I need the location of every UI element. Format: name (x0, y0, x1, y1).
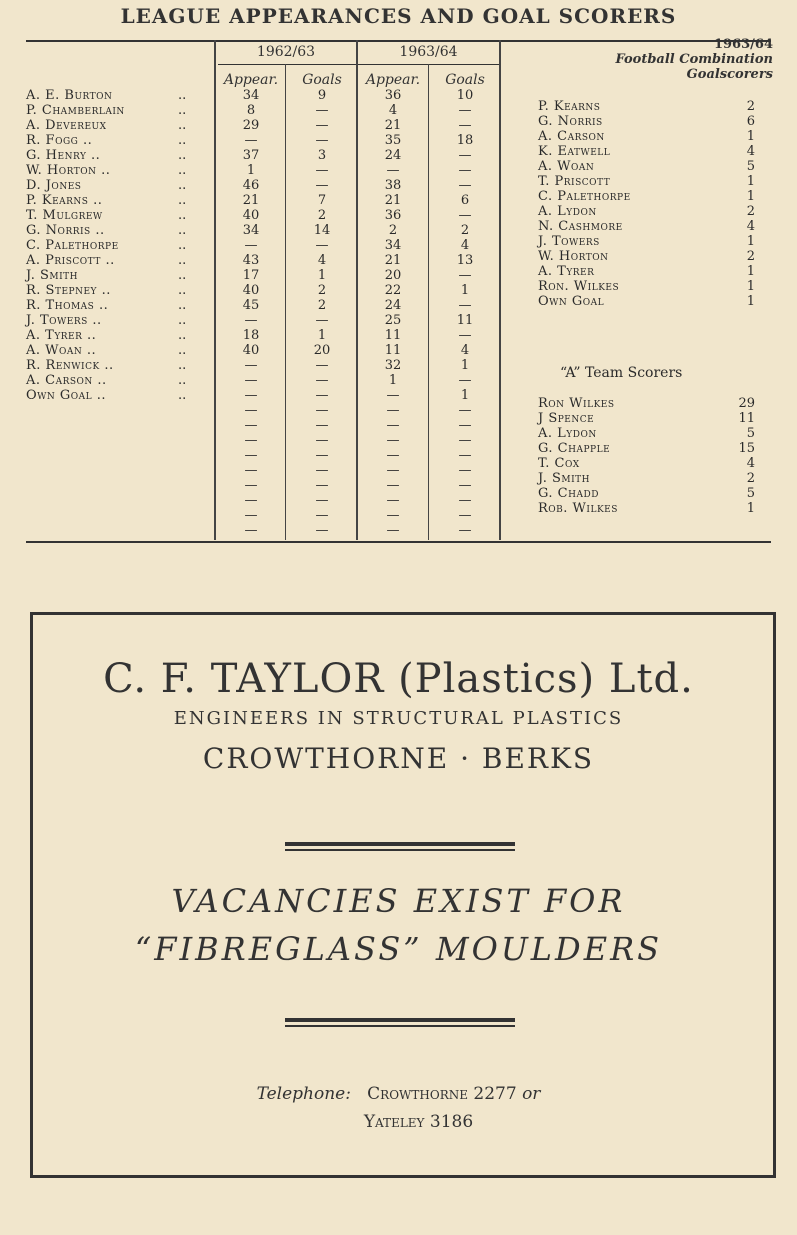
scorer-name: A. Lydon (538, 426, 597, 441)
leader-dots: .. (178, 388, 187, 403)
goals-6364: 4 (460, 343, 470, 358)
scorer-goals: 5 (746, 159, 755, 174)
season-header: 1962/63 (256, 44, 316, 60)
table-bottom-rule (26, 541, 771, 543)
advert-telephone-2 (0, 1112, 797, 1132)
goals-6364: — (458, 163, 472, 178)
appearances-6364: 38 (384, 178, 402, 193)
leader-dots: .. (178, 328, 187, 343)
player-name: R. Renwick .. (26, 358, 114, 373)
scorer-name: G. Chadd (538, 486, 599, 501)
leader-dots: .. (178, 358, 187, 373)
page-title: LEAGUE APPEARANCES AND GOAL SCORERS (120, 4, 677, 28)
combination-header (560, 37, 773, 82)
appearances-6263: 45 (242, 298, 260, 313)
scorer-goals: 1 (746, 174, 755, 189)
goals-6263: — (315, 388, 329, 403)
appearances-6364: 20 (384, 268, 402, 283)
player-name: Own Goal .. (26, 388, 107, 403)
scorer-name: J. Towers (538, 234, 600, 249)
goals-6263: — (315, 118, 329, 133)
player-name: A. Carson .. (26, 373, 107, 388)
appearances-6263: 21 (242, 193, 260, 208)
player-name: P. Chamberlain (26, 103, 125, 118)
empty-cell: — (315, 478, 329, 493)
leader-dots: .. (178, 268, 187, 283)
goals-6263: 7 (317, 193, 327, 208)
scorer-goals: 5 (746, 486, 755, 501)
goals-6364: — (458, 208, 472, 223)
scorer-name: P. Kearns (538, 99, 601, 114)
advert-rule (285, 1025, 515, 1027)
scorer-goals: 4 (746, 144, 755, 159)
scorer-name: Ron. Wilkes (538, 279, 620, 294)
leader-dots: .. (178, 373, 187, 388)
player-name: A. Priscott .. (26, 253, 115, 268)
empty-cell: — (244, 463, 258, 478)
appearances-6263: — (244, 373, 258, 388)
advert-vacancy-line: VACANCIES EXIST FOR (171, 882, 626, 920)
empty-cell: — (458, 433, 472, 448)
leader-dots: .. (178, 118, 187, 133)
leader-dots: .. (178, 193, 187, 208)
scorer-name: A. Woan (538, 159, 595, 174)
player-name: J. Towers .. (26, 313, 102, 328)
goals-6364: 1 (460, 358, 470, 373)
appearances-6263: 34 (242, 88, 260, 103)
empty-cell: — (386, 523, 400, 538)
scorer-name: N. Cashmore (538, 219, 623, 234)
scorer-name: G. Norris (538, 114, 603, 129)
goals-6364: — (458, 298, 472, 313)
appearances-6364: 35 (384, 133, 402, 148)
appearances-6364: 36 (384, 88, 402, 103)
advert-rule (285, 849, 515, 851)
player-name: R. Stepney .. (26, 283, 111, 298)
player-name: A. Tyrer .. (26, 328, 97, 343)
telephone-or: or (522, 1084, 541, 1104)
a-team-heading: “A” Team Scorers (560, 365, 683, 381)
column-divider (499, 40, 501, 540)
player-name: R. Fogg .. (26, 133, 93, 148)
empty-cell: — (244, 403, 258, 418)
leader-dots: .. (178, 223, 187, 238)
scorer-goals: 2 (746, 204, 755, 219)
empty-cell: — (458, 448, 472, 463)
empty-cell: — (386, 448, 400, 463)
goals-6364: 10 (456, 88, 474, 103)
scorer-name: W. Horton (538, 249, 609, 264)
scorer-goals: 1 (746, 279, 755, 294)
leader-dots: .. (178, 253, 187, 268)
column-divider (214, 40, 216, 540)
goals-6364: 1 (460, 283, 470, 298)
scorer-goals: 1 (746, 264, 755, 279)
scorer-goals: 4 (746, 219, 755, 234)
column-divider (285, 64, 286, 540)
player-name: G. Henry .. (26, 148, 101, 163)
scorer-name: A. Tyrer (538, 264, 595, 279)
appearances-6364: 36 (384, 208, 402, 223)
leader-dots: .. (178, 148, 187, 163)
empty-cell: — (315, 433, 329, 448)
player-name: A. Devereux (26, 118, 107, 133)
appearances-6263: 8 (246, 103, 256, 118)
player-name: R. Thomas .. (26, 298, 109, 313)
goals-6263: — (315, 133, 329, 148)
scorer-name: T. Cox (538, 456, 580, 471)
goals-6263: — (315, 313, 329, 328)
empty-cell: — (244, 493, 258, 508)
empty-cell: — (315, 508, 329, 523)
goals-6263: 9 (317, 88, 327, 103)
goals-6364: — (458, 328, 472, 343)
scorer-name: J Spence (538, 411, 595, 426)
goals-6364: 18 (456, 133, 474, 148)
appearances-6364: 11 (384, 343, 402, 358)
scorer-name: T. Priscott (538, 174, 611, 189)
scorer-goals: 2 (746, 471, 755, 486)
empty-cell: — (244, 433, 258, 448)
scorer-name: K. Eatwell (538, 144, 611, 159)
appearances-6364: 21 (384, 193, 402, 208)
goals-6263: — (315, 358, 329, 373)
empty-cell: — (244, 508, 258, 523)
appearances-6263: 40 (242, 283, 260, 298)
goals-6263: — (315, 103, 329, 118)
goals-6263: — (315, 163, 329, 178)
appearances-6364: 4 (388, 103, 398, 118)
goals-6364: 13 (456, 253, 474, 268)
appearances-6364: — (386, 163, 400, 178)
goals-6263: 2 (317, 208, 327, 223)
scorer-name: G. Chapple (538, 441, 611, 456)
advert-telephone (0, 1084, 797, 1104)
goals-6364: 4 (460, 238, 470, 253)
scorer-goals: 1 (746, 234, 755, 249)
empty-cell: — (386, 463, 400, 478)
goals-6364: 11 (456, 313, 474, 328)
empty-cell: — (244, 478, 258, 493)
goals-6364: — (458, 178, 472, 193)
player-name: G. Norris .. (26, 223, 105, 238)
scorer-name: Own Goal (538, 294, 605, 309)
empty-cell: — (386, 433, 400, 448)
leader-dots: .. (178, 103, 187, 118)
goals-6364: — (458, 103, 472, 118)
player-name: P. Kearns .. (26, 193, 103, 208)
goals-6364: — (458, 373, 472, 388)
appearances-6263: 43 (242, 253, 260, 268)
advert-company: C. F. TAYLOR (Plastics) Ltd. (103, 656, 694, 702)
empty-cell: — (458, 403, 472, 418)
appearances-6263: — (244, 313, 258, 328)
combination-year: 1963/64 (713, 37, 773, 52)
scorer-goals: 1 (746, 294, 755, 309)
goals-6263: 20 (313, 343, 331, 358)
appearances-6364: — (386, 388, 400, 403)
advert-rule (285, 842, 515, 846)
goals-6263: 1 (317, 328, 327, 343)
appearances-6263: — (244, 133, 258, 148)
scorer-goals: 2 (746, 249, 755, 264)
season-header: 1963/64 (399, 44, 458, 60)
telephone-number: Yateley 3186 (363, 1112, 474, 1132)
combination-title: Football Combination (615, 52, 773, 67)
leader-dots: .. (178, 208, 187, 223)
season-underline (218, 64, 500, 65)
advert-tagline: ENGINEERS IN STRUCTURAL PLASTICS (173, 708, 624, 729)
goals-6263: — (315, 178, 329, 193)
empty-cell: — (458, 418, 472, 433)
goals-6364: 1 (460, 388, 470, 403)
leader-dots: .. (178, 298, 187, 313)
scorer-goals: 1 (746, 189, 755, 204)
leader-dots: .. (178, 238, 187, 253)
goals-6364: — (458, 268, 472, 283)
appearances-6364: 22 (384, 283, 402, 298)
leader-dots: .. (178, 88, 187, 103)
appearances-6263: 17 (242, 268, 260, 283)
empty-cell: — (315, 403, 329, 418)
empty-cell: — (315, 418, 329, 433)
player-name: A. Woan .. (26, 343, 97, 358)
scorer-goals: 4 (746, 456, 755, 471)
appearances-6364: 21 (384, 118, 402, 133)
appearances-6263: — (244, 238, 258, 253)
scorer-goals: 1 (746, 129, 755, 144)
appearances-6364: 24 (384, 148, 402, 163)
scorer-name: Rob. Wilkes (538, 501, 618, 516)
appearances-6364: 24 (384, 298, 402, 313)
scorer-goals: 11 (738, 411, 755, 426)
empty-cell: — (458, 523, 472, 538)
leader-dots: .. (178, 313, 187, 328)
advert-place: CROWTHORNE · BERKS (202, 742, 595, 775)
empty-cell: — (315, 448, 329, 463)
empty-cell: — (386, 403, 400, 418)
empty-cell: — (315, 493, 329, 508)
appearances-6263: 37 (242, 148, 260, 163)
empty-cell: — (458, 478, 472, 493)
goals-6263: — (315, 373, 329, 388)
appearances-6364: 21 (384, 253, 402, 268)
appearances-6263: 29 (242, 118, 260, 133)
column-divider (356, 40, 358, 540)
telephone-label: Telephone: (256, 1084, 351, 1104)
empty-cell: — (386, 418, 400, 433)
empty-cell: — (386, 478, 400, 493)
appearances-6364: 34 (384, 238, 402, 253)
goals-6263: 1 (317, 268, 327, 283)
telephone-number: Crowthorne 2277 (367, 1084, 517, 1104)
empty-cell: — (386, 508, 400, 523)
appearances-6263: 46 (242, 178, 260, 193)
scorer-goals: 15 (738, 441, 755, 456)
appearances-6263: — (244, 358, 258, 373)
empty-cell: — (315, 523, 329, 538)
scorer-name: A. Carson (538, 129, 605, 144)
appearances-6364: 25 (384, 313, 402, 328)
empty-cell: — (244, 418, 258, 433)
player-name: A. E. Burton (26, 88, 113, 103)
player-name: J. Smith (26, 268, 78, 283)
appearances-6364: 1 (388, 373, 398, 388)
empty-cell: — (315, 463, 329, 478)
goals-6263: 4 (317, 253, 327, 268)
combination-subtitle: Goalscorers (686, 67, 773, 82)
goals-6263: — (315, 238, 329, 253)
goals-6263: 2 (317, 283, 327, 298)
empty-cell: — (386, 493, 400, 508)
scorer-name: Ron Wilkes (538, 396, 615, 411)
player-name: W. Horton .. (26, 163, 111, 178)
player-name: T. Mulgrew (26, 208, 103, 223)
scorer-goals: 6 (746, 114, 755, 129)
goals-6364: — (458, 148, 472, 163)
appearances-6263: 18 (242, 328, 260, 343)
empty-cell: — (458, 508, 472, 523)
scorer-goals: 1 (746, 501, 755, 516)
leader-dots: .. (178, 283, 187, 298)
goals-6364: 6 (460, 193, 470, 208)
column-divider (428, 64, 429, 540)
player-name: C. Palethorpe (26, 238, 119, 253)
empty-cell: — (458, 493, 472, 508)
scorer-name: J. Smith (538, 471, 590, 486)
scorer-goals: 5 (746, 426, 755, 441)
scorer-goals: 29 (738, 396, 755, 411)
leader-dots: .. (178, 178, 187, 193)
empty-cell: — (244, 448, 258, 463)
goals-6263: 3 (317, 148, 327, 163)
advert-rule (285, 1018, 515, 1022)
goals-6263: 14 (313, 223, 331, 238)
column-header-appear: Appear. (223, 72, 279, 88)
player-name: D. Jones (26, 178, 82, 193)
appearances-6364: 2 (388, 223, 398, 238)
leader-dots: .. (178, 163, 187, 178)
appearances-6263: 1 (246, 163, 256, 178)
column-header-appear: Appear. (365, 72, 421, 88)
leader-dots: .. (178, 343, 187, 358)
appearances-6263: 34 (242, 223, 260, 238)
scorer-goals: 2 (746, 99, 755, 114)
goals-6364: — (458, 118, 472, 133)
appearances-6263: — (244, 388, 258, 403)
empty-cell: — (244, 523, 258, 538)
appearances-6364: 32 (384, 358, 402, 373)
appearances-6364: 11 (384, 328, 402, 343)
advert-vacancy-line: “FIBREGLASS” MOULDERS (134, 930, 663, 968)
leader-dots: .. (178, 133, 187, 148)
appearances-6263: 40 (242, 208, 260, 223)
empty-cell: — (458, 463, 472, 478)
column-header-goals: Goals (302, 72, 342, 88)
goals-6263: 2 (317, 298, 327, 313)
goals-6364: 2 (460, 223, 470, 238)
column-header-goals: Goals (445, 72, 485, 88)
scorer-name: C. Palethorpe (538, 189, 631, 204)
appearances-6263: 40 (242, 343, 260, 358)
scorer-name: A. Lydon (538, 204, 597, 219)
